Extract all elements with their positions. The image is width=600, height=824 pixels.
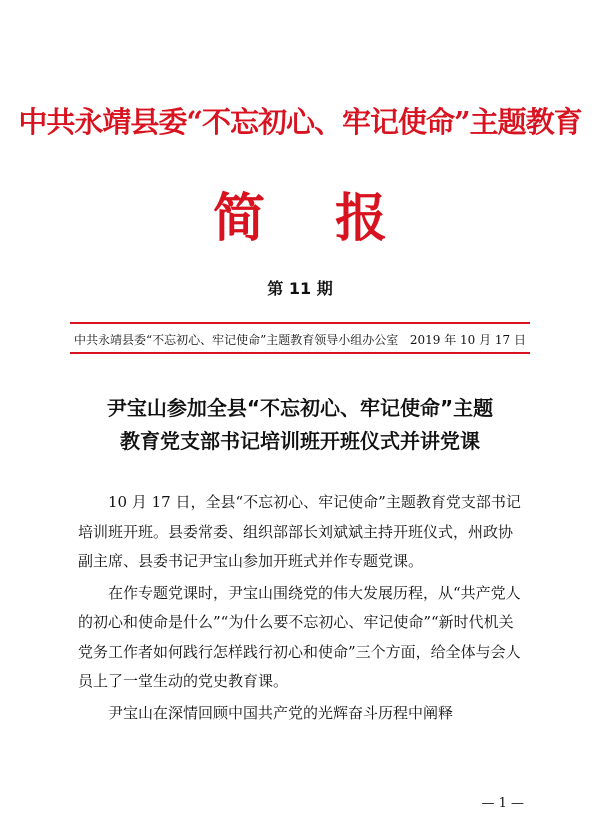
body-paragraph: 尹宝山在深情回顾中国共产党的光辉奋斗历程中阐释: [108, 703, 454, 722]
issuing-office: 中共永靖县委“不忘初心、牢记使命”主题教育领导小组办公室: [74, 333, 399, 347]
article-title: [50, 392, 550, 458]
article-title-line-2: 教育党支部书记培训班开班仪式并讲党课: [120, 429, 480, 453]
issue-date: 2019 年 10 月 17 日: [409, 333, 526, 347]
article-body: [78, 488, 523, 728]
red-rule-bottom: [70, 352, 530, 354]
page-number: — 1 —: [481, 796, 524, 811]
article-title-line-1: 尹宝山参加全县“不忘初心、牢记使命”主题: [106, 396, 494, 420]
masthead-title: 中共永靖县委“不忘初心、牢记使命”主题教育: [18, 105, 582, 139]
issue-number: 第 11 期: [267, 279, 333, 298]
red-rule-top: [70, 322, 530, 324]
bulletin-heading: 简报: [212, 188, 457, 249]
body-paragraph: 在作专题党课时，尹宝山围绕党的伟大发展历程，从“共产党人的初心和使命是什么”“为什么要不忘初心、牢记使命”“新时代机关党务工作者如何践行怎样践行初心和使命”三个方面，给全体与会人员上了一堂生动的党史教育课。: [78, 583, 521, 690]
body-paragraph: 10 月 17 日，全县“不忘初心、牢记使命”主题教育党支部书记培训班开班。县委常委、组织部部长刘斌斌主持开班仪式，州政协副主席、县委书记尹宝山参加开班式并作专题党课。: [78, 493, 521, 570]
